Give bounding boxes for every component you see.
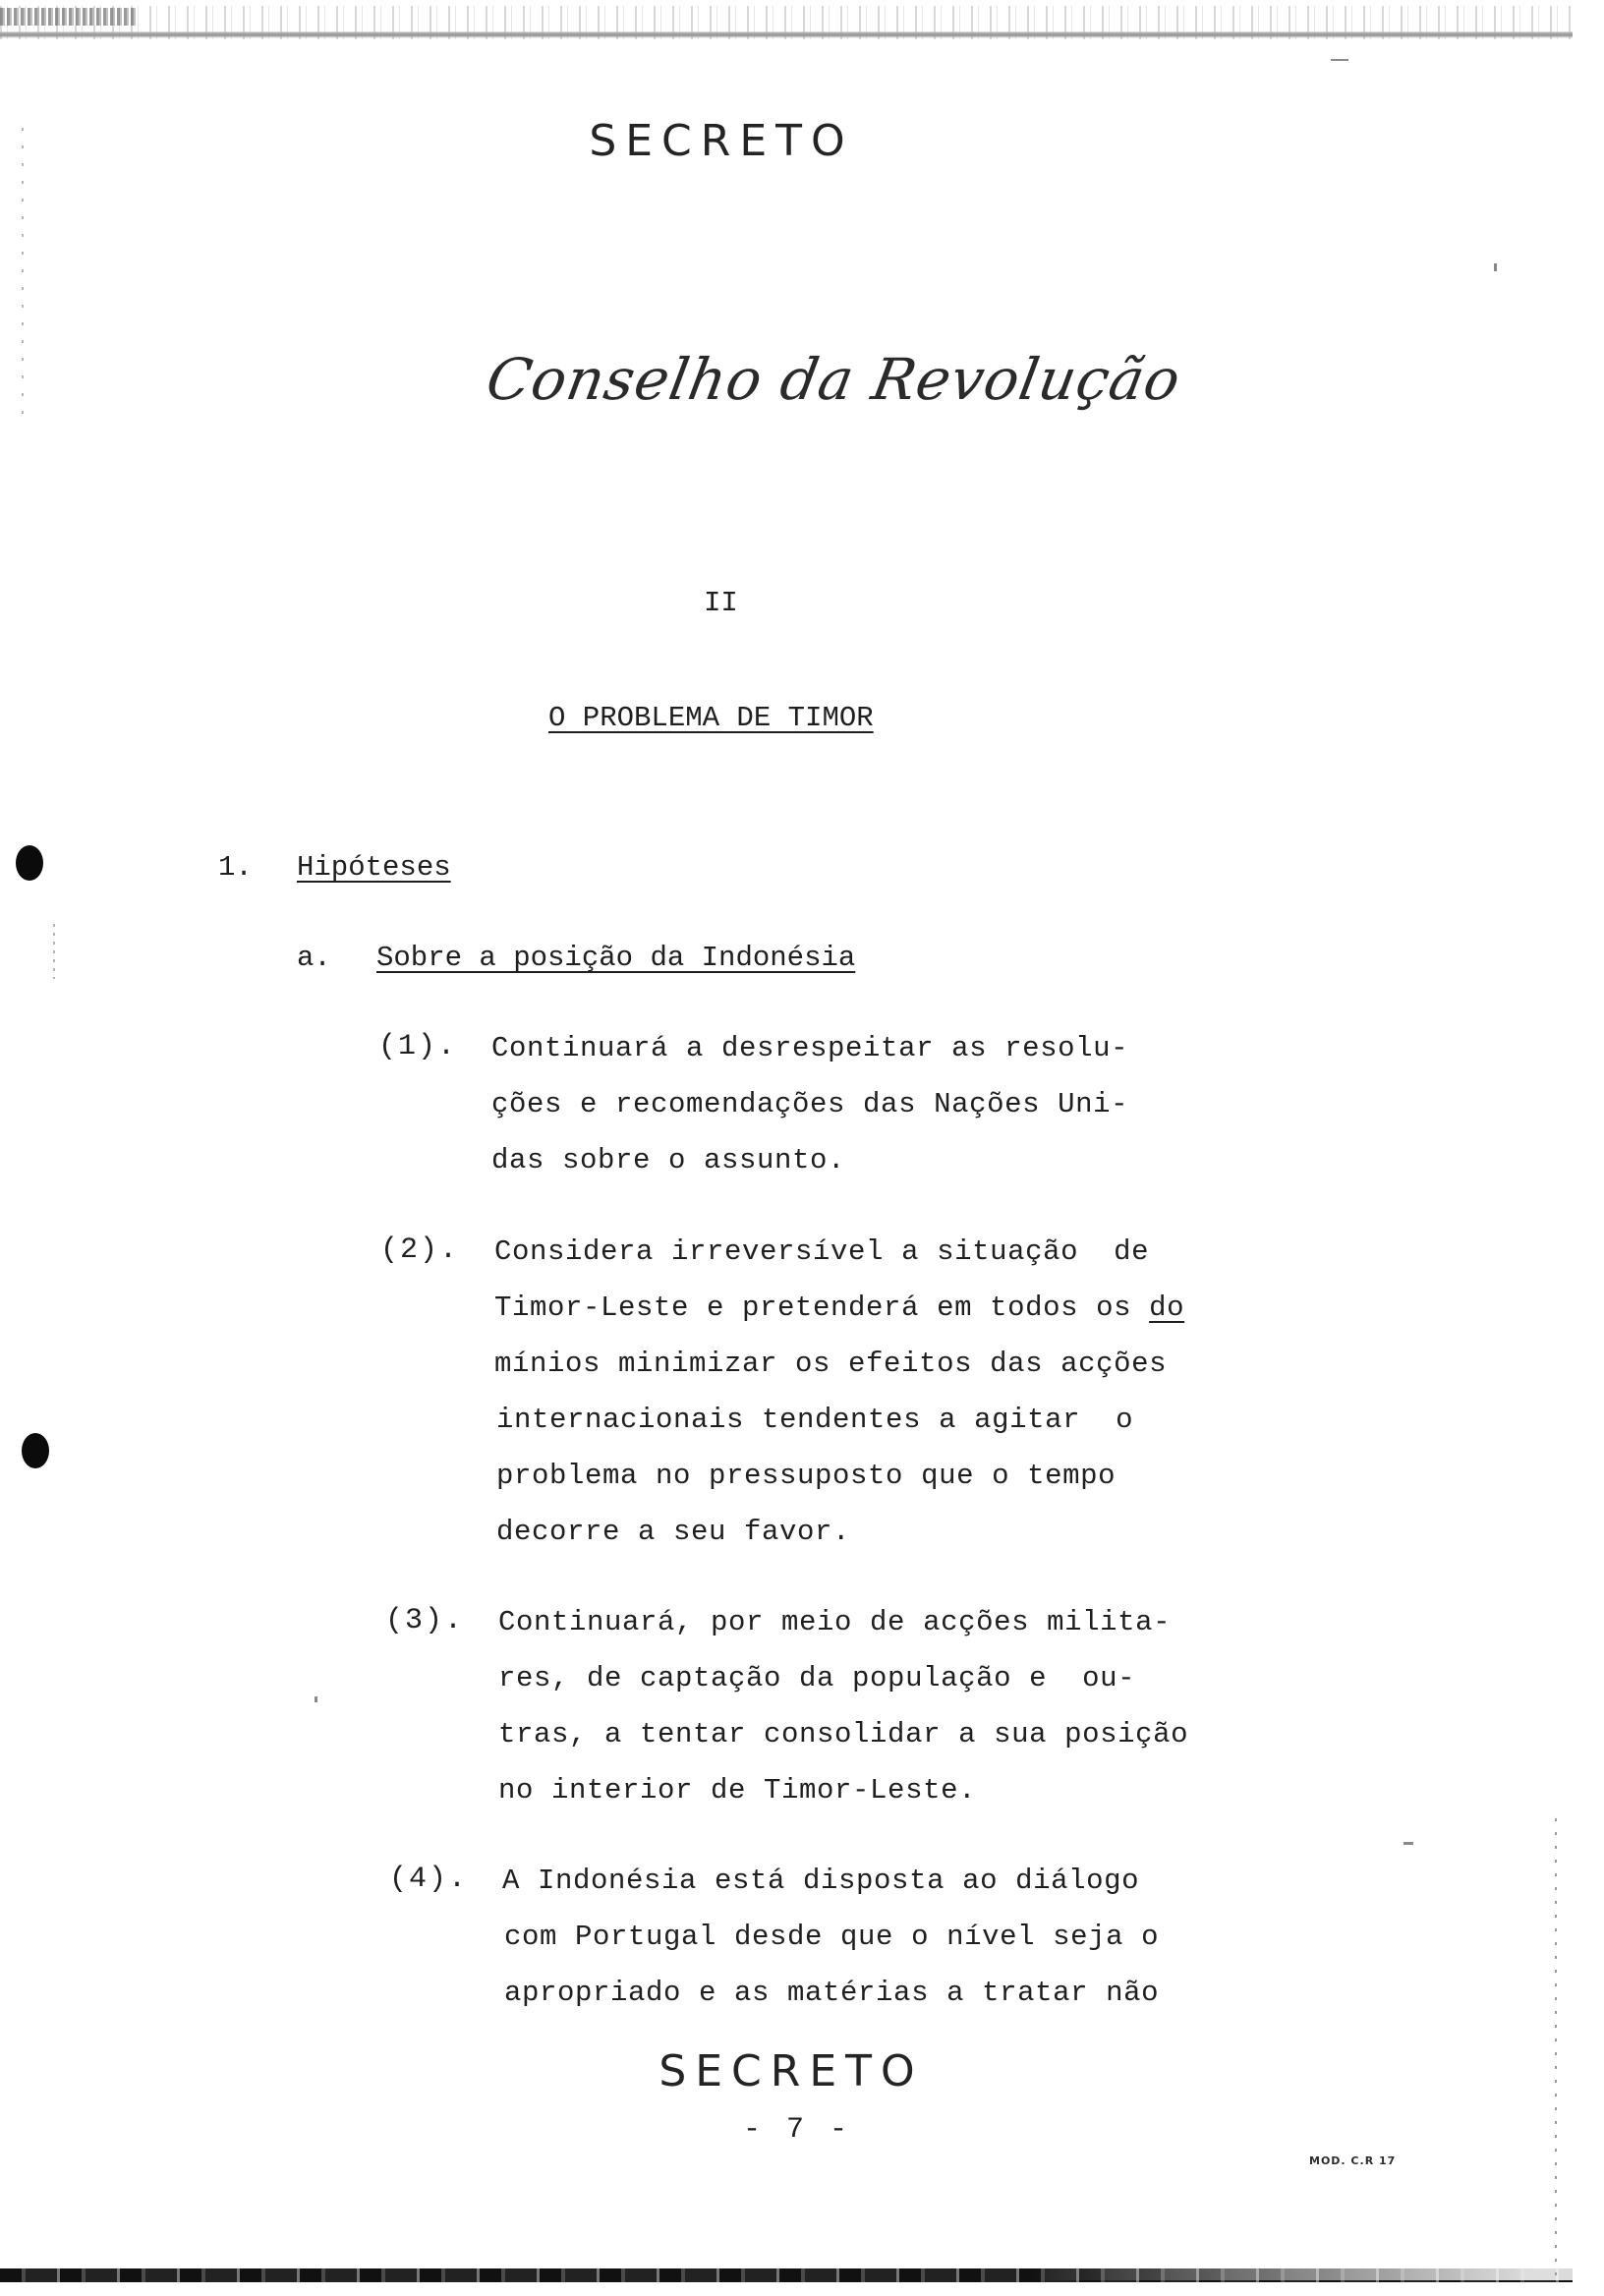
subsection-letter: a.	[297, 942, 331, 974]
scan-bottom-fade	[1032, 2265, 1582, 2280]
item-text-line: A Indonésia está disposta ao diálogo	[502, 1865, 1140, 1897]
item-text-line: ções e recomendações das Nações Uni-	[491, 1088, 1129, 1120]
form-code: MOD. C.R 17	[1309, 2154, 1397, 2167]
scan-speck	[315, 1696, 317, 1702]
item-text-line: com Portugal desde que o nível seja o	[504, 1921, 1160, 1953]
item-number: (1).	[378, 1030, 458, 1063]
item-text-line: internacionais tendentes a agitar o	[496, 1404, 1134, 1436]
item-number: (3).	[385, 1604, 465, 1637]
scan-speck	[1331, 59, 1348, 61]
scan-speck	[1494, 263, 1497, 271]
item-text-line: Continuará, por meio de acções milita-	[498, 1606, 1172, 1638]
section-number: 1.	[218, 851, 253, 884]
item-text-line: problema no pressuposto que o tempo	[496, 1460, 1117, 1492]
section-heading: Hipóteses	[297, 851, 451, 884]
item-text-line: apropriado e as matérias a tratar não	[504, 1977, 1160, 2009]
item-text-line: no interior de Timor-Leste.	[498, 1774, 977, 1807]
scan-left-edge-marks	[22, 128, 24, 423]
letterhead-script: Conselho da Revolução	[482, 346, 1186, 413]
page-number: - 7 -	[743, 2113, 852, 2147]
scan-top-corner-noise	[0, 8, 138, 26]
item-text-line: das sobre o assunto.	[491, 1144, 846, 1177]
header-classification-stamp: SECRETO	[589, 116, 854, 166]
punch-hole-upper	[16, 845, 43, 881]
item-text-line: Continuará a desrespeitar as resolu-	[491, 1032, 1129, 1064]
item-number: (2).	[380, 1234, 460, 1267]
subsection-heading: Sobre a posição da Indonésia	[376, 942, 856, 974]
scan-left-edge-marks-2	[53, 924, 55, 979]
item-number: (4).	[389, 1863, 469, 1896]
item-text-line: mínios minimizar os efeitos das acções	[494, 1348, 1168, 1380]
scan-speck	[1404, 1842, 1413, 1845]
chapter-title: O PROBLEMA DE TIMOR	[548, 702, 874, 734]
footer-classification-stamp: SECRETO	[659, 2046, 924, 2096]
item-text-line: Timor-Leste e pretenderá em todos os do	[494, 1292, 1185, 1324]
item-text-line: Considera irreversível a situação de	[494, 1235, 1150, 1268]
scan-top-edge	[0, 6, 1573, 39]
underlined-fragment: do	[1149, 1292, 1185, 1324]
chapter-number: II	[704, 587, 738, 619]
item-text-line: tras, a tentar consolidar a sua posição	[498, 1718, 1189, 1751]
punch-hole-lower	[22, 1433, 49, 1468]
item-text-line: decorre a seu favor.	[496, 1516, 851, 1548]
item-text-line: res, de captação da população e ou-	[498, 1662, 1136, 1694]
